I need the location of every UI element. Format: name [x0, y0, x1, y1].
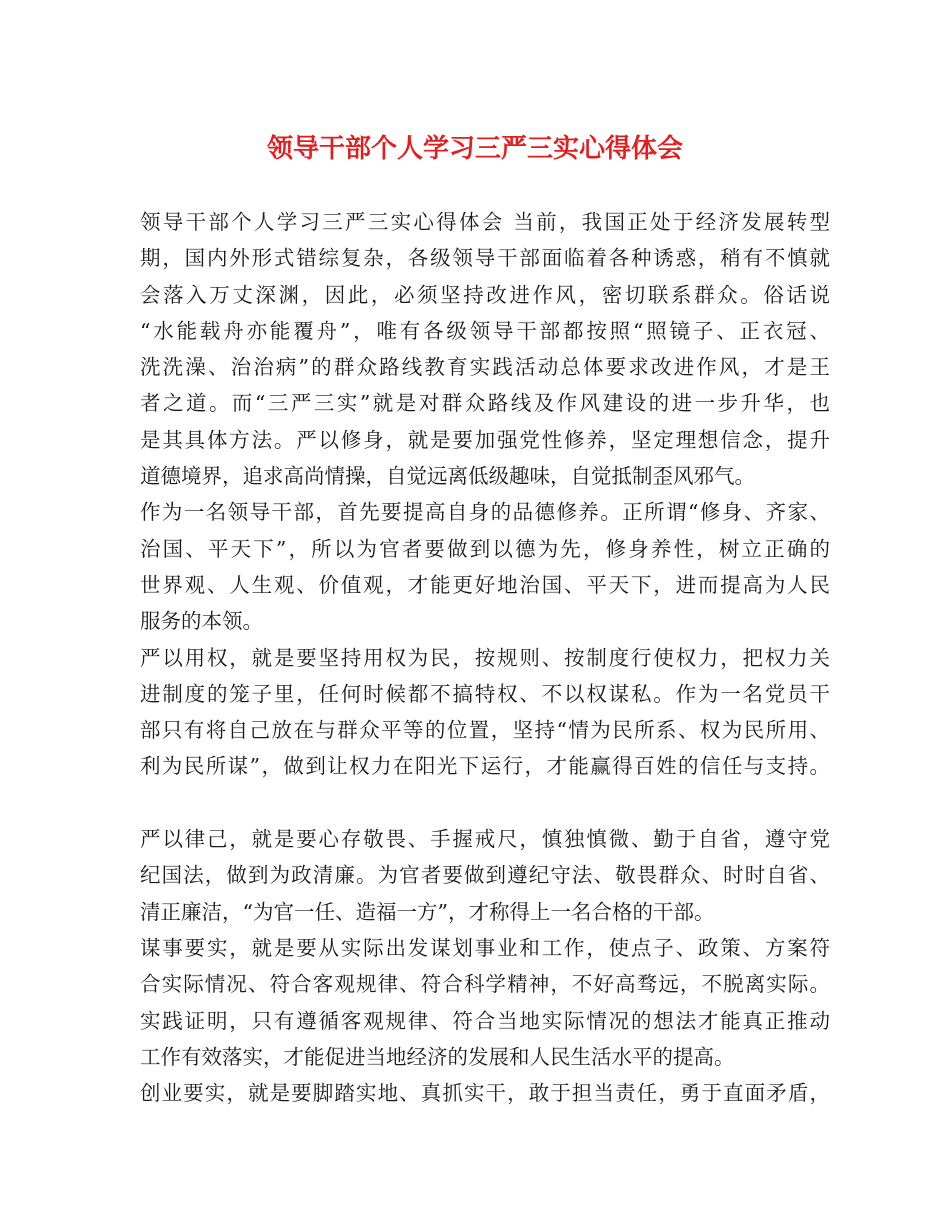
body-line: 部只有将自己放在与群众平等的位置，坚持“情为民所系、权为民所用、 — [140, 718, 830, 743]
body-line: 会落入万丈深渊，因此，必须坚持改进作风，密切联系群众。俗话说 — [140, 282, 830, 307]
body-line: 治国、平天下”，所以为官者要做到以德为先，修身养性，树立正确的 — [140, 536, 830, 561]
body-line: 谋事要实，就是要从实际出发谋划事业和工作，使点子、政策、方案符 — [140, 935, 830, 960]
body-line: 作为一名领导干部，首先要提高自身的品德修养。正所谓“修身、齐家、 — [140, 500, 830, 525]
body-line: 是其具体方法。严以修身，就是要加强党性修养，坚定理想信念，提升 — [140, 427, 830, 452]
body-line: 严以律己，就是要心存敬畏、手握戒尺，慎独慎微、勤于自省，遵守党 — [140, 827, 830, 852]
body-line: “水能载舟亦能覆舟”，唯有各级领导干部都按照“照镜子、正衣冠、 — [140, 318, 830, 343]
body-line: 严以用权，就是要坚持用权为民，按规则、按制度行使权力，把权力关 — [140, 645, 830, 670]
body-line: 洗洗澡、治治病”的群众路线教育实践活动总体要求改进作风，才是王 — [140, 355, 830, 380]
body-line: 服务的本领。 — [140, 609, 263, 634]
document-title: 领导干部个人学习三严三实心得体会 — [266, 134, 683, 164]
body-line: 道德境界，追求高尚情操，自觉远离低级趣味，自觉抵制歪风邪气。 — [140, 464, 755, 489]
body-line: 世界观、人生观、价值观，才能更好地治国、平天下，进而提高为人民 — [140, 572, 830, 597]
body-line: 利为民所谋”，做到让权力在阳光下运行，才能赢得百姓的信任与支持。 — [140, 754, 830, 779]
body-line: 清正廉洁，“为官一任、造福一方”，才称得上一名合格的干部。 — [140, 899, 715, 924]
body-line: 合实际情况、符合客观规律、符合科学精神，不好高骛远，不脱离实际。 — [140, 972, 830, 997]
body-line: 工作有效落实，才能促进当地经济的发展和人民生活水平的提高。 — [140, 1044, 735, 1069]
body-line: 者之道。而“三严三实”就是对群众路线及作风建设的进一步升华，也 — [140, 391, 830, 416]
body-line: 领导干部个人学习三严三实心得体会 当前，我国正处于经济发展转型 — [140, 210, 830, 234]
body-line: 实践证明，只有遵循客观规律、符合当地实际情况的想法才能真正推动 — [140, 1008, 830, 1033]
body-line: 纪国法，做到为政清廉。为官者要做到遵纪守法、敬畏群众、时时自省、 — [140, 863, 830, 888]
document-body — [140, 204, 830, 1111]
blank-line — [140, 785, 830, 821]
body-line: 创业要实，就是要脚踏实地、真抓实干，敢于担当责任，勇于直面矛盾， — [140, 1081, 830, 1106]
body-line: 期，国内外形式错综复杂，各级领导干部面临着各种诱惑，稍有不慎就 — [140, 246, 830, 271]
body-line: 进制度的笼子里，任何时候都不搞特权、不以权谋私。作为一名党员干 — [140, 681, 830, 706]
